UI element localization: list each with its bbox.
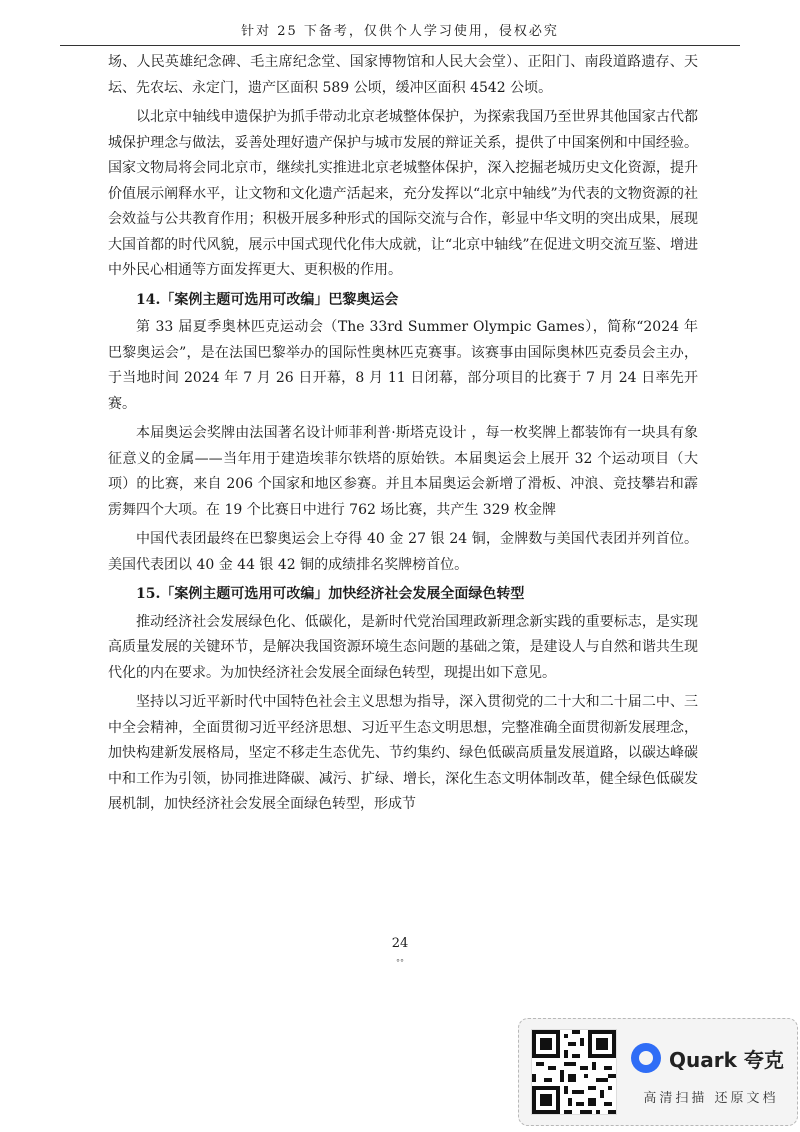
paragraph: 以北京中轴线申遗保护为抓手带动北京老城整体保护，为探索我国乃至世界其他国家古代都城保护理念与做法，妥善处理好遗产保护与城市发展的辩证关系，提供了中国案例和中国经验。国家文物局将会同北京市，继续扎实推进北京老城整体保护，深入挖掘老城历史文化资源，提升价值展示阐释水平，让文物和文化遗产活起来，充分发挥以“北京中轴线”为代表的文物资源的社会效益与公共教育作用；积极开展多种形式的国际交流与合作，彰显中华文明的突出成果，展现大国首都的时代风貌，展示中国式现代化伟大成就，让“北京中轴线”在促进文明交流互鉴、增进中外民心相通等方面发挥更大、更积极的作用。 — [108, 109, 698, 278]
quark-scan-badge[interactable] — [518, 1018, 798, 1126]
section-14-title: 14.「案例主题可选用可改编」巴黎奥运会 — [136, 291, 399, 308]
page-header: 针对 25 下备考，仅供个人学习使用，侵权必究 — [60, 20, 740, 46]
document-body — [108, 50, 698, 822]
page-mark: °° — [396, 958, 404, 967]
paragraph: 坚持以习近平新时代中国特色社会主义思想为指导，深入贯彻党的二十大和二十届二中、三中全会精神，全面贯彻习近平经济思想、习近平生态文明思想，完整准确全面贯彻新发展理念，加快构建新发展格局，坚定不移走生态优先、节约集约、绿色低碳高质量发展道路，以碳达峰碳中和工作为引领，协同推进降碳、减污、扩绿、增长，深化生态文明体制改革，健全绿色低碳发展机制，加快经济社会发展全面绿色转型，形成节 — [108, 694, 698, 812]
paragraph: 推动经济社会发展绿色化、低碳化，是新时代党治国理政新理念新实践的重要标志，是实现高质量发展的关键环节，是解决我国资源环境生态问题的基础之策，是建设人与自然和谐共生现代化的内在要求。为加快经济社会发展全面绿色转型，现提出如下意见。 — [108, 613, 698, 681]
page-number: 24 — [391, 936, 409, 951]
paragraph: 本届奥运会奖牌由法国著名设计师菲利普·斯塔克设计 ，每一枚奖牌上都装饰有一块具有象征意义的金属——当年用于建造埃菲尔铁塔的原始铁。本届奥运会上展开 32 个运动项目（大项）的比赛，来自 206 个国家和地区参赛。并且本届奥运会新增了滑板、冲浪、竞技攀岩和霹雳舞四个大项。在 19 个比赛日中进行 762 场比赛，共产生 329 枚金牌 — [108, 425, 698, 518]
paragraph: 第 33 届夏季奥林匹克运动会（The 33rd Summer Olympic Games），简称“2024 年巴黎奥运会”，是在法国巴黎举办的国际性奥林匹克赛事。该赛事由国际奥林匹克委员会主办，于当地时间 2024 年 7 月 26 日开幕，8 月 11 日闭幕，部分项目的比赛于 7 月 24 日率先开赛。 — [108, 319, 698, 412]
paragraph: 场、人民英雄纪念碑、毛主席纪念堂、国家博物馆和人民大会堂）、正阳门、南段道路遗存、天坛、先农坛、永定门，遗产区面积 589 公顷，缓冲区面积 4542 公顷。 — [108, 54, 698, 96]
qr-code-icon[interactable] — [531, 1029, 617, 1115]
section-15-title: 15.「案例主题可选用可改编」加快经济社会发展全面绿色转型 — [136, 586, 525, 602]
paragraph: 中国代表团最终在巴黎奥运会上夺得 40 金 27 银 24 铜，金牌数与美国代表团并列首位。美国代表团以 40 金 44 银 42 铜的成绩排名奖牌榜首位。 — [108, 531, 698, 573]
quark-logo-icon — [631, 1043, 661, 1073]
scan-tagline: 高清扫描 还原文档 — [643, 1091, 779, 1106]
brand-name: Quark 夸克 — [669, 1047, 784, 1072]
quark-brand — [631, 1043, 784, 1073]
